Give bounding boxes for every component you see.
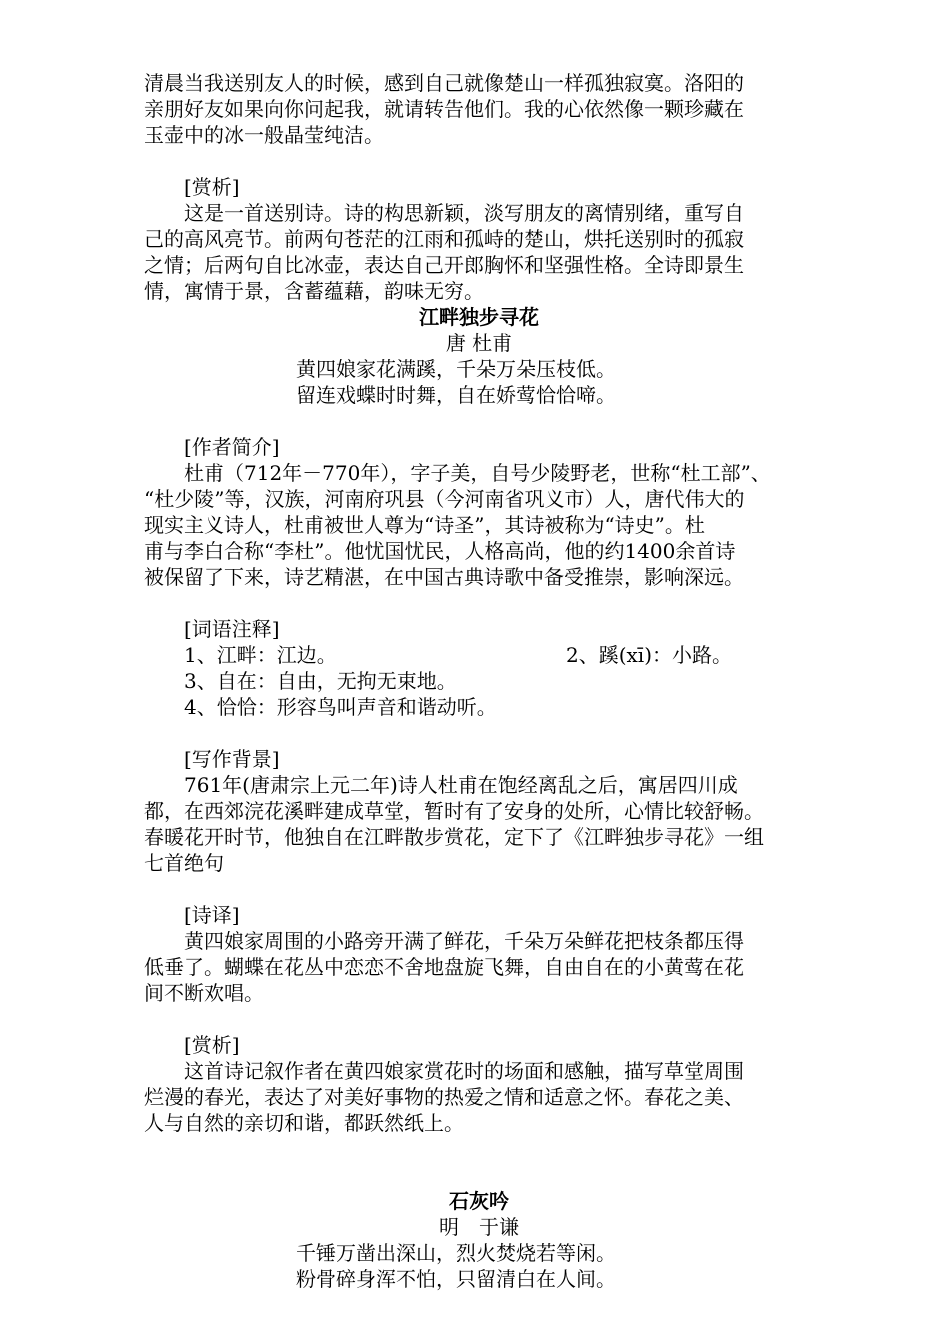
poem-line: 留连戏蝶时时舞，自在娇莺恰恰啼。 — [296, 383, 616, 407]
note-item: 3、自在：自由，无拘无束地。 — [184, 669, 457, 693]
poem-shihuiyin — [144, 1188, 814, 1292]
appreciation-section — [144, 1032, 814, 1136]
text-line: 亲朋好友如果向你问起我，就请转告他们。我的心依然像一颗珍藏在 — [144, 97, 744, 121]
blank-line — [144, 876, 814, 902]
blank-line — [144, 148, 814, 174]
text-line: 清晨当我送别友人的时候，感到自己就像楚山一样孤独寂寞。洛阳的 — [144, 71, 744, 95]
blank-line — [144, 720, 814, 746]
blank-line — [144, 1006, 814, 1032]
text-line: 春暖花开时节，他独自在江畔散步赏花，定下了《江畔独步寻花》一组 — [144, 825, 764, 849]
section-heading: [诗译] — [184, 903, 240, 927]
text-line: 玉壶中的冰一般晶莹纯洁。 — [144, 123, 384, 147]
background-section — [144, 746, 814, 876]
poem-author: 唐 杜甫 — [445, 331, 513, 355]
poem-title: 江畔独步寻花 — [419, 305, 539, 329]
note-item: 2、蹊(xī)：小路。 — [566, 643, 733, 667]
word-notes-section — [144, 616, 814, 720]
poem-line: 黄四娘家花满蹊，千朵万朵压枝低。 — [296, 357, 616, 381]
section-heading: [词语注释] — [184, 617, 280, 641]
text-line: 现实主义诗人，杜甫被世人尊为“诗圣”，其诗被称为“诗史”。杜 — [144, 513, 705, 537]
text-line: 被保留了下来，诗艺精湛，在中国古典诗歌中备受推崇，影响深远。 — [144, 565, 744, 589]
text-line: 人与自然的亲切和谐，都跃然纸上。 — [144, 1111, 464, 1135]
section-heading: [作者简介] — [184, 435, 280, 459]
section-heading: [赏析] — [184, 1033, 240, 1057]
text-line: 761年(唐肃宗上元二年)诗人杜甫在饱经离乱之后，寓居四川成 — [184, 773, 738, 797]
note-item: 4、恰恰：形容鸟叫声音和谐动听。 — [184, 695, 497, 719]
text-line: 这首诗记叙作者在黄四娘家赏花时的场面和感触，描写草堂周围 — [184, 1059, 744, 1083]
translation-section — [144, 902, 814, 1006]
intro-translation-paragraph — [144, 70, 814, 148]
text-line: 己的高风亮节。前两句苍茫的江雨和孤峙的楚山，烘托送别时的孤寂 — [144, 227, 744, 251]
document-page — [144, 70, 814, 1292]
poem-author: 明 于谦 — [439, 1215, 519, 1239]
blank-line — [144, 590, 814, 616]
intro-appreciation-section — [144, 174, 814, 304]
note-item: 1、江畔：江边。 — [184, 643, 337, 667]
text-line: 黄四娘家周围的小路旁开满了鲜花，千朵万朵鲜花把枝条都压得 — [184, 929, 744, 953]
poem-line: 千锤万凿出深山，烈火焚烧若等闲。 — [296, 1241, 616, 1265]
text-line: 烂漫的春光，表达了对美好事物的热爱之情和适意之怀。春花之美、 — [144, 1085, 744, 1109]
section-heading: [赏析] — [184, 175, 240, 199]
text-line: 之情；后两句自比冰壶，表达自己开郎胸怀和坚强性格。全诗即景生 — [144, 253, 744, 277]
section-heading: [写作背景] — [184, 747, 280, 771]
text-line: 七首绝句 — [144, 851, 224, 875]
text-line: 甫与李白合称“李杜”。他忧国忧民，人格高尚，他的约1400余首诗 — [144, 539, 736, 563]
blank-gap — [144, 1136, 814, 1188]
text-line: 低垂了。蝴蝶在花丛中恋恋不舍地盘旋飞舞，自由自在的小黄莺在花 — [144, 955, 744, 979]
text-line: 这是一首送别诗。诗的构思新颖，淡写朋友的离情别绪，重写自 — [184, 201, 744, 225]
note-row — [144, 642, 814, 668]
poem-jiangpan — [144, 304, 814, 408]
text-line: 情，寓情于景，含蓄蕴藉，韵味无穷。 — [144, 279, 484, 303]
author-intro-section — [144, 434, 814, 590]
poem-line: 粉骨碎身浑不怕，只留清白在人间。 — [296, 1267, 616, 1291]
text-line: 间不断欢唱。 — [144, 981, 264, 1005]
text-line: 杜甫（712年－770年），字子美，自号少陵野老，世称“杜工部”、 — [184, 461, 771, 485]
blank-line — [144, 408, 814, 434]
text-line: “杜少陵”等，汉族，河南府巩县（今河南省巩义市）人，唐代伟大的 — [144, 487, 745, 511]
text-line: 都，在西郊浣花溪畔建成草堂，暂时有了安身的处所，心情比较舒畅。 — [144, 799, 764, 823]
poem-title: 石灰吟 — [449, 1189, 509, 1213]
